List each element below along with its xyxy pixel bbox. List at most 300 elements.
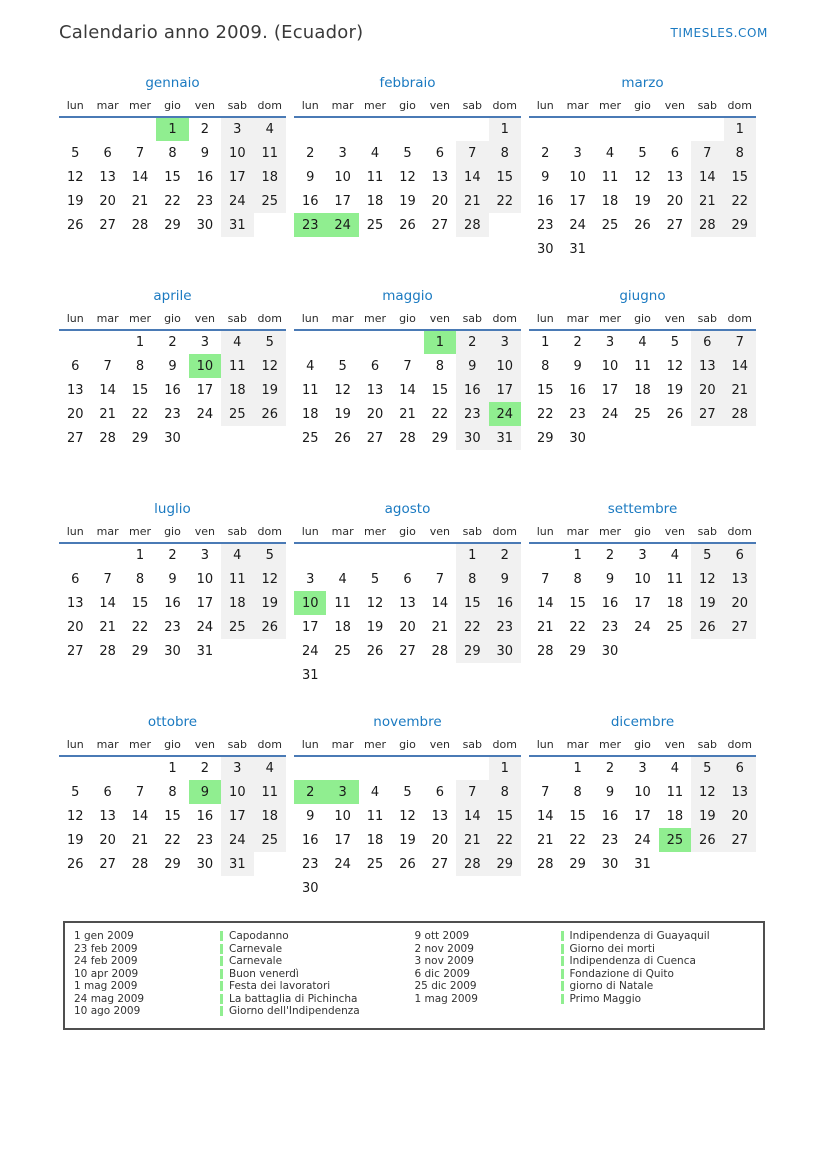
- day-cell: 31: [634, 856, 651, 872]
- weekday-header: sab: [456, 97, 488, 117]
- day-cell: 28: [456, 213, 488, 237]
- day-cell: 15: [489, 804, 521, 828]
- empty-day-cell: [391, 330, 423, 354]
- day-cell: 17: [601, 382, 619, 398]
- day-cell: 26: [334, 430, 351, 446]
- day-cell: 18: [301, 406, 319, 422]
- legend-row: [415, 980, 756, 993]
- day-cell: 13: [666, 169, 684, 185]
- weekday-header: dom: [489, 310, 521, 330]
- day-cell: 29: [164, 856, 181, 872]
- day-cell: 14: [691, 165, 723, 189]
- day-cell: 22: [536, 406, 554, 422]
- day-cell: 27: [431, 217, 449, 233]
- day-cell: 14: [456, 165, 488, 189]
- empty-day-cell: [659, 426, 691, 450]
- legend-holiday-name: Carnevale: [229, 955, 283, 968]
- weekday-header: lun: [59, 736, 91, 756]
- day-cell: 23: [601, 619, 619, 635]
- weekday-header: sab: [691, 97, 723, 117]
- day-cell: 12: [691, 780, 723, 804]
- empty-day-cell: [359, 663, 391, 687]
- day-cell: 5: [71, 145, 80, 161]
- day-cell: 9: [541, 169, 550, 185]
- day-cell: 1: [135, 548, 145, 563]
- day-cell: 8: [456, 567, 488, 591]
- day-cell: 24: [326, 213, 358, 237]
- weekday-header: dom: [489, 736, 521, 756]
- legend-holiday-name: Primo Maggio: [569, 992, 642, 1005]
- day-cell: 5: [403, 784, 412, 800]
- day-cell: 1: [168, 761, 177, 776]
- day-cell: 19: [254, 591, 286, 615]
- empty-day-cell: [391, 663, 423, 687]
- day-cell: 29: [131, 430, 149, 446]
- empty-day-cell: [359, 117, 391, 141]
- day-cell: 11: [301, 382, 319, 398]
- legend-holiday-name: giorno di Natale: [569, 980, 654, 993]
- day-cell: 16: [164, 382, 181, 398]
- day-cell: 26: [666, 406, 684, 422]
- day-cell: 6: [403, 571, 412, 587]
- day-cell: 20: [66, 406, 84, 422]
- weekday-header: gio: [391, 310, 423, 330]
- day-cell: 2: [168, 335, 177, 350]
- day-cell: 25: [221, 615, 253, 639]
- legend-holiday-name: Indipendenza di Guayaquil: [569, 930, 710, 943]
- day-cell: 10: [221, 141, 253, 165]
- day-cell: 30: [536, 241, 554, 257]
- day-cell: 28: [456, 852, 488, 876]
- day-cell: 3: [338, 145, 347, 161]
- legend-holiday-name: Fondazione di Quito: [569, 967, 674, 980]
- day-cell: 23: [294, 213, 326, 237]
- weekday-header: dom: [489, 97, 521, 117]
- day-cell: 12: [366, 595, 384, 611]
- weekday-header: gio: [391, 97, 423, 117]
- day-cell: 28: [536, 643, 554, 659]
- empty-day-cell: [489, 876, 521, 900]
- day-cell: 15: [164, 169, 181, 185]
- day-cell: 12: [254, 567, 286, 591]
- day-cell: 4: [370, 145, 380, 161]
- day-cell: 13: [691, 354, 723, 378]
- weekday-header: mer: [124, 97, 156, 117]
- day-cell: 13: [724, 567, 756, 591]
- day-cell: 24: [634, 619, 651, 635]
- day-cell: 8: [573, 571, 582, 587]
- day-cell: 26: [691, 615, 723, 639]
- weekday-header: sab: [456, 310, 488, 330]
- day-cell: 10: [634, 571, 651, 587]
- day-cell: 7: [541, 571, 550, 587]
- day-cell: 1: [573, 548, 582, 563]
- day-cell: 2: [200, 761, 210, 776]
- empty-day-cell: [59, 330, 91, 354]
- day-cell: 13: [431, 169, 449, 185]
- day-cell: 16: [601, 595, 619, 611]
- weekday-header: mer: [594, 736, 626, 756]
- day-cell: 2: [573, 335, 582, 350]
- day-cell: 14: [99, 595, 116, 611]
- empty-day-cell: [391, 756, 423, 780]
- day-cell: 25: [301, 430, 319, 446]
- empty-day-cell: [221, 426, 253, 450]
- day-cell: 27: [724, 615, 756, 639]
- empty-day-cell: [529, 543, 561, 567]
- day-cell: 13: [99, 808, 116, 824]
- empty-day-cell: [659, 639, 691, 663]
- day-cell: 21: [431, 619, 449, 635]
- empty-day-cell: [91, 756, 123, 780]
- day-cell: 4: [605, 145, 615, 161]
- weekday-header: lun: [529, 736, 561, 756]
- holiday-marker-bar: [561, 956, 564, 966]
- day-cell: 24: [196, 619, 214, 635]
- legend-row: [74, 993, 415, 1006]
- day-cell: 30: [489, 639, 521, 663]
- day-cell: 8: [573, 784, 582, 800]
- day-cell: 23: [164, 406, 181, 422]
- holiday-marker-bar: [561, 981, 564, 991]
- day-cell: 20: [666, 193, 684, 209]
- day-cell: 19: [634, 193, 651, 209]
- month-title: febbraio: [379, 75, 436, 91]
- site-link[interactable]: TIMESLES.COM: [670, 26, 768, 40]
- empty-day-cell: [294, 330, 326, 354]
- empty-day-cell: [124, 756, 156, 780]
- day-cell: 2: [168, 548, 177, 563]
- day-cell: 21: [399, 406, 416, 422]
- weekday-header: ven: [424, 97, 456, 117]
- day-cell: 7: [135, 784, 145, 800]
- day-cell: 29: [164, 217, 181, 233]
- day-cell: 5: [254, 543, 286, 567]
- day-cell: 10: [489, 354, 521, 378]
- day-cell: 11: [634, 358, 651, 374]
- empty-day-cell: [724, 639, 756, 663]
- holiday-marker-bar: [561, 931, 564, 941]
- legend-date: 25 dic 2009: [414, 980, 477, 993]
- day-cell: 23: [489, 615, 521, 639]
- day-cell: 24: [634, 832, 651, 848]
- day-cell: 9: [573, 358, 582, 374]
- day-cell: 9: [200, 145, 210, 161]
- month-title: aprile: [153, 288, 192, 304]
- day-cell: 5: [71, 784, 80, 800]
- day-cell: 11: [221, 567, 253, 591]
- day-cell: 2: [306, 145, 315, 161]
- day-cell: 28: [724, 402, 756, 426]
- empty-day-cell: [626, 237, 658, 261]
- empty-day-cell: [359, 756, 391, 780]
- day-cell: 18: [634, 382, 651, 398]
- weekday-header: sab: [691, 523, 723, 543]
- holiday-marker-bar: [220, 1006, 223, 1016]
- day-cell: 25: [254, 828, 286, 852]
- weekday-header: gio: [626, 310, 658, 330]
- weekday-header: sab: [456, 523, 488, 543]
- day-cell: 15: [724, 165, 756, 189]
- day-cell: 4: [306, 358, 315, 374]
- day-cell: 8: [724, 141, 756, 165]
- day-cell: 27: [66, 430, 84, 446]
- day-cell: 26: [691, 828, 723, 852]
- day-cell: 12: [66, 808, 84, 824]
- day-cell: 14: [399, 382, 416, 398]
- month-grid-table: [59, 97, 286, 237]
- day-cell: 11: [601, 169, 619, 185]
- empty-day-cell: [691, 426, 723, 450]
- day-cell: 20: [99, 193, 116, 209]
- legend-holiday-name: Indipendenza di Cuenca: [569, 955, 696, 968]
- day-cell: 9: [605, 571, 615, 587]
- weekday-header: sab: [691, 310, 723, 330]
- day-cell: 16: [164, 595, 181, 611]
- day-cell: 9: [489, 567, 521, 591]
- holiday-marker-bar: [220, 969, 223, 979]
- day-cell: 5: [691, 543, 723, 567]
- weekday-header: ven: [424, 736, 456, 756]
- day-cell: 25: [659, 828, 691, 852]
- day-cell: 18: [666, 808, 684, 824]
- day-cell: 8: [135, 571, 145, 587]
- day-cell: 11: [366, 169, 384, 185]
- day-cell: 13: [399, 595, 416, 611]
- day-cell: 20: [431, 832, 449, 848]
- day-cell: 9: [168, 571, 177, 587]
- empty-day-cell: [391, 543, 423, 567]
- day-cell: 6: [435, 145, 445, 161]
- empty-day-cell: [724, 426, 756, 450]
- day-cell: 2: [200, 122, 210, 137]
- weekday-header: mer: [359, 97, 391, 117]
- month-grid-table: [294, 310, 521, 450]
- day-cell: 4: [338, 571, 347, 587]
- weekday-header: lun: [294, 736, 326, 756]
- empty-day-cell: [691, 639, 723, 663]
- day-cell: 19: [66, 193, 84, 209]
- empty-day-cell: [359, 330, 391, 354]
- page-header: [59, 22, 768, 43]
- month-calendar-dicembre: [529, 714, 756, 901]
- empty-day-cell: [594, 426, 626, 450]
- day-cell: 17: [634, 595, 651, 611]
- day-cell: 22: [489, 828, 521, 852]
- empty-day-cell: [59, 756, 91, 780]
- month-calendar-giugno: [529, 288, 756, 475]
- day-cell: 15: [569, 595, 586, 611]
- day-cell: 26: [66, 856, 84, 872]
- day-cell: 7: [541, 784, 550, 800]
- month-title: settembre: [607, 501, 678, 517]
- weekday-header: dom: [254, 97, 286, 117]
- weekday-header: gio: [391, 523, 423, 543]
- month-grid-table: [294, 523, 521, 687]
- day-cell: 10: [189, 354, 221, 378]
- empty-day-cell: [391, 117, 423, 141]
- day-cell: 7: [691, 141, 723, 165]
- day-cell: 5: [338, 358, 347, 374]
- day-cell: 29: [569, 856, 586, 872]
- day-cell: 26: [399, 856, 416, 872]
- day-cell: 17: [634, 808, 651, 824]
- day-cell: 12: [334, 382, 351, 398]
- day-cell: 23: [301, 856, 319, 872]
- day-cell: 27: [66, 643, 84, 659]
- month-calendar-marzo: [529, 75, 756, 262]
- weekday-header: lun: [529, 523, 561, 543]
- empty-day-cell: [691, 117, 723, 141]
- day-cell: 5: [370, 571, 380, 587]
- day-cell: 11: [666, 571, 684, 587]
- day-cell: 21: [724, 378, 756, 402]
- day-cell: 6: [670, 145, 680, 161]
- day-cell: 19: [691, 591, 723, 615]
- day-cell: 17: [301, 619, 319, 635]
- day-cell: 28: [431, 643, 449, 659]
- legend-holiday-name: La battaglia di Pichincha: [229, 992, 358, 1005]
- holiday-marker-bar: [561, 944, 564, 954]
- page-title: Calendario anno 2009. (Ecuador): [59, 22, 364, 43]
- day-cell: 17: [196, 382, 214, 398]
- legend-column: [415, 930, 756, 1018]
- day-cell: 16: [601, 808, 619, 824]
- weekday-header: dom: [254, 310, 286, 330]
- day-cell: 24: [569, 217, 586, 233]
- empty-day-cell: [294, 756, 326, 780]
- legend-row: [415, 968, 756, 981]
- weekday-header: sab: [221, 310, 253, 330]
- day-cell: 31: [301, 667, 319, 683]
- day-cell: 15: [456, 591, 488, 615]
- day-cell: 4: [638, 335, 647, 350]
- day-cell: 3: [573, 145, 582, 161]
- day-cell: 25: [601, 217, 619, 233]
- day-cell: 1: [456, 543, 488, 567]
- empty-day-cell: [691, 852, 723, 876]
- day-cell: 25: [254, 189, 286, 213]
- weekday-header: ven: [189, 736, 221, 756]
- day-cell: 17: [221, 165, 253, 189]
- legend-row: [74, 930, 415, 943]
- day-cell: 27: [399, 643, 416, 659]
- day-cell: 27: [431, 856, 449, 872]
- empty-day-cell: [594, 237, 626, 261]
- day-cell: 1: [156, 117, 188, 141]
- weekday-header: sab: [221, 736, 253, 756]
- day-cell: 18: [334, 619, 351, 635]
- day-cell: 12: [691, 567, 723, 591]
- day-cell: 18: [254, 165, 286, 189]
- empty-day-cell: [561, 117, 593, 141]
- day-cell: 17: [334, 832, 351, 848]
- day-cell: 31: [569, 241, 586, 257]
- day-cell: 18: [666, 595, 684, 611]
- weekday-header: lun: [529, 310, 561, 330]
- day-cell: 23: [536, 217, 554, 233]
- day-cell: 27: [691, 402, 723, 426]
- day-cell: 29: [489, 852, 521, 876]
- empty-day-cell: [626, 426, 658, 450]
- day-cell: 16: [569, 382, 586, 398]
- day-cell: 30: [456, 426, 488, 450]
- day-cell: 10: [569, 169, 586, 185]
- day-cell: 25: [366, 217, 384, 233]
- day-cell: 26: [634, 217, 651, 233]
- empty-day-cell: [489, 663, 521, 687]
- day-cell: 14: [536, 595, 554, 611]
- day-cell: 6: [435, 784, 445, 800]
- empty-day-cell: [91, 117, 123, 141]
- empty-day-cell: [124, 117, 156, 141]
- month-title: agosto: [384, 501, 431, 517]
- day-cell: 14: [456, 804, 488, 828]
- day-cell: 14: [131, 808, 149, 824]
- weekday-header: sab: [221, 97, 253, 117]
- day-cell: 11: [666, 784, 684, 800]
- day-cell: 25: [634, 406, 651, 422]
- empty-day-cell: [724, 852, 756, 876]
- day-cell: 10: [221, 780, 253, 804]
- day-cell: 15: [489, 165, 521, 189]
- month-calendar-aprile: [59, 288, 286, 475]
- month-title: luglio: [154, 501, 191, 517]
- legend-columns: [74, 930, 755, 1018]
- empty-day-cell: [254, 852, 286, 876]
- day-cell: 23: [601, 832, 619, 848]
- month-title: dicembre: [610, 714, 675, 730]
- day-cell: 22: [131, 619, 149, 635]
- weekday-header: dom: [724, 97, 756, 117]
- holiday-legend: [63, 921, 765, 1030]
- legend-holiday-name: Festa dei lavoratori: [229, 980, 331, 993]
- day-cell: 21: [456, 189, 488, 213]
- month-title: maggio: [382, 288, 433, 304]
- legend-row: [415, 930, 756, 943]
- day-cell: 11: [221, 354, 253, 378]
- day-cell: 1: [724, 117, 756, 141]
- empty-day-cell: [254, 426, 286, 450]
- weekday-header: lun: [294, 523, 326, 543]
- day-cell: 18: [366, 193, 384, 209]
- weekday-header: sab: [691, 736, 723, 756]
- month-calendar-maggio: [294, 288, 521, 475]
- day-cell: 28: [99, 643, 116, 659]
- weekday-header: ven: [659, 523, 691, 543]
- day-cell: 6: [724, 543, 756, 567]
- month-grid-table: [529, 310, 756, 450]
- day-cell: 9: [306, 808, 315, 824]
- day-cell: 10: [294, 591, 326, 615]
- month-grid-table: [529, 736, 756, 876]
- weekday-header: lun: [59, 310, 91, 330]
- legend-date: 1 gen 2009: [74, 930, 134, 943]
- empty-day-cell: [91, 330, 123, 354]
- weekday-header: gio: [626, 523, 658, 543]
- weekday-header: lun: [59, 523, 91, 543]
- day-cell: 18: [221, 591, 253, 615]
- day-cell: 9: [168, 358, 177, 374]
- day-cell: 24: [221, 189, 253, 213]
- day-cell: 22: [569, 832, 586, 848]
- month-calendar-agosto: [294, 501, 521, 688]
- day-cell: 13: [66, 595, 84, 611]
- month-grid-table: [59, 310, 286, 450]
- day-cell: 21: [131, 193, 149, 209]
- day-cell: 30: [601, 856, 619, 872]
- day-cell: 3: [638, 761, 647, 776]
